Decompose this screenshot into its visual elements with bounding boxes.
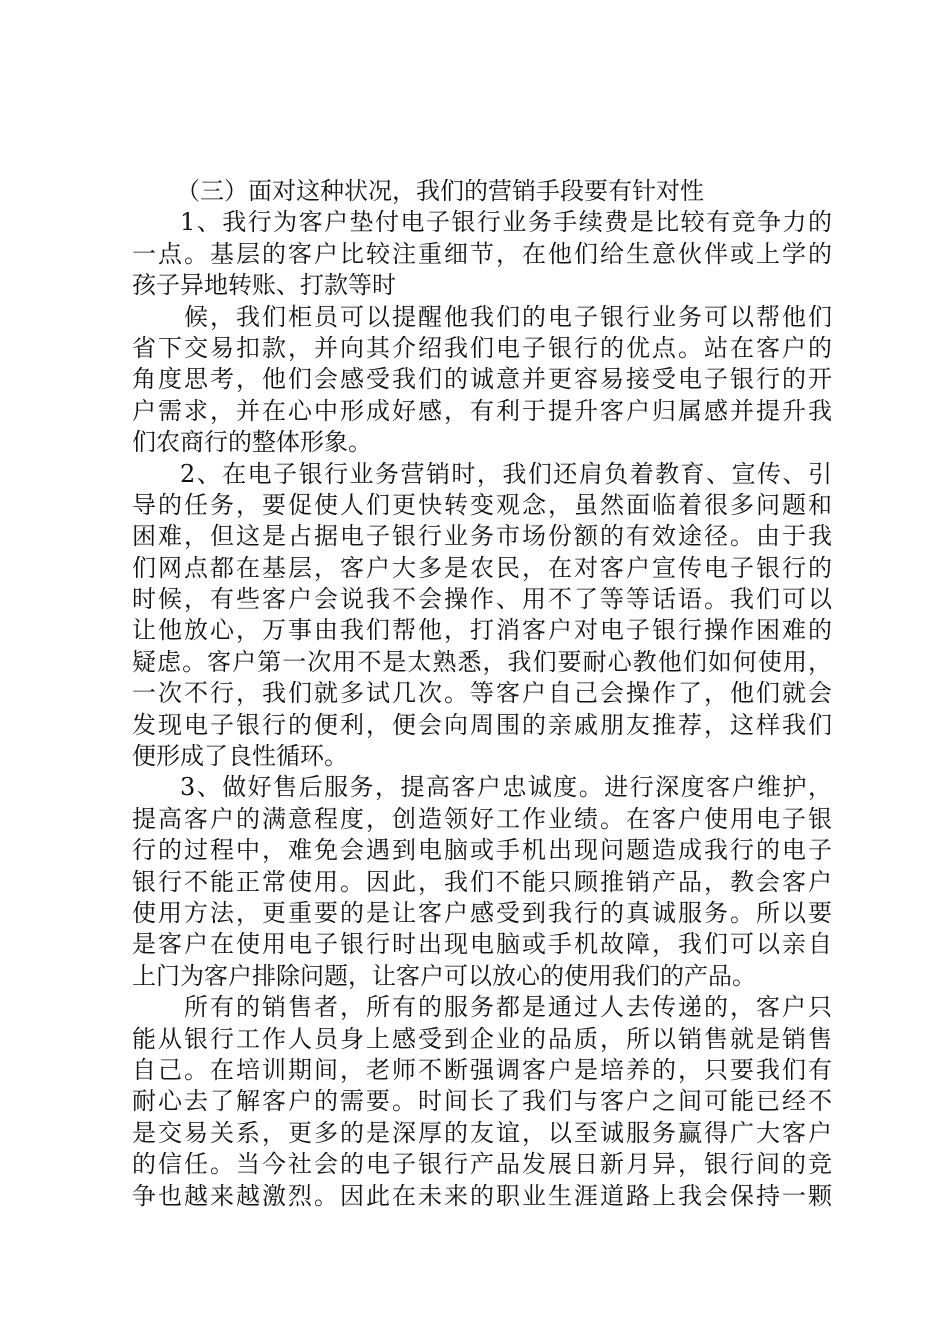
paragraph-line: 一点。基层的客户比较注重细节，在他们给生意伙伴或上学的 [132,239,832,268]
paragraph-line: 省下交易扣款，并向其介绍我们电子银行的优点。站在客户的 [132,333,832,362]
paragraph-line: 是客户在使用电子银行时出现电脑或手机故障，我们可以亲自 [132,930,832,959]
paragraph-line: 自己。在培训期间，老师不断强调客户是培养的，只要我们有 [132,1055,832,1084]
paragraph-line: 能从银行工作人员身上感受到企业的品质，所以销售就是销售 [132,1024,832,1053]
paragraph-line: 时候，有些客户会说我不会操作、用不了等等话语。我们可以 [132,585,832,614]
paragraph-line: 是交易关系，更多的是深厚的友谊，以至诚服务赢得广大客户 [132,1118,832,1147]
section-heading: （三）面对这种状况，我们的营销手段要有针对性 [176,177,704,205]
paragraph-line: 所有的销售者，所有的服务都是通过人去传递的，客户只 [184,993,832,1022]
paragraph-line: 们网点都在基层，客户大多是农民，在对客户宣传电子银行的 [132,553,832,582]
paragraph-line: 1、我行为客户垫付电子银行业务手续费是比较有竞争力的 [180,208,832,237]
paragraph-line: 耐心去了解客户的需要。时间长了我们与客户之间可能已经不 [132,1087,832,1116]
paragraph-line: 们农商行的整体形象。 [132,428,372,457]
paragraph-line: 的信任。当今社会的电子银行产品发展日新月异，银行间的竞 [132,1150,832,1179]
paragraph-line: 发现电子银行的便利，便会向周围的亲戚朋友推荐，这样我们 [132,710,832,739]
paragraph-line: 让他放心，万事由我们帮他，打消客户对电子银行操作困难的 [132,616,832,645]
paragraph-line: 导的任务，要促使人们更快转变观念，虽然面临着很多问题和 [132,490,832,519]
paragraph-line: 便形成了良性循环。 [132,742,348,771]
paragraph-line: 使用方法，更重要的是让客户感受到我行的真诚服务。所以要 [132,898,832,927]
paragraph-line: 上门为客户排除问题，让客户可以放心的使用我们的产品。 [132,961,756,990]
document-body [132,176,832,1212]
paragraph-line: 户需求，并在心中形成好感，有利于提升客户归属感并提升我 [132,396,832,425]
paragraph-line: 争也越来越激烈。因此在未来的职业生涯道路上我会保持一颗 [132,1181,832,1210]
paragraph-line: 一次不行，我们就多试几次。等客户自己会操作了，他们就会 [132,679,832,708]
paragraph-line: 疑虑。客户第一次用不是太熟悉，我们要耐心教他们如何使用， [132,647,832,676]
paragraph-line: 角度思考，他们会感受我们的诚意并更容易接受电子银行的开 [132,365,832,394]
paragraph-line: 2、在电子银行业务营销时，我们还肩负着教育、宣传、引 [180,459,832,488]
paragraph-line: 困难，但这是占据电子银行业务市场份额的有效途径。由于我 [132,522,832,551]
paragraph-line: 候，我们柜员可以提醒他我们的电子银行业务可以帮他们 [184,302,832,331]
paragraph-line: 3、做好售后服务，提高客户忠诚度。进行深度客户维护， [180,773,832,802]
paragraph-line: 行的过程中，难免会遇到电脑或手机出现问题造成我行的电子 [132,836,832,865]
paragraph-line: 孩子异地转账、打款等时 [132,271,396,300]
paragraph-line: 提高客户的满意程度，创造领好工作业绩。在客户使用电子银 [132,804,832,833]
paragraph-line: 银行不能正常使用。因此，我们不能只顾推销产品，教会客户 [132,867,832,896]
